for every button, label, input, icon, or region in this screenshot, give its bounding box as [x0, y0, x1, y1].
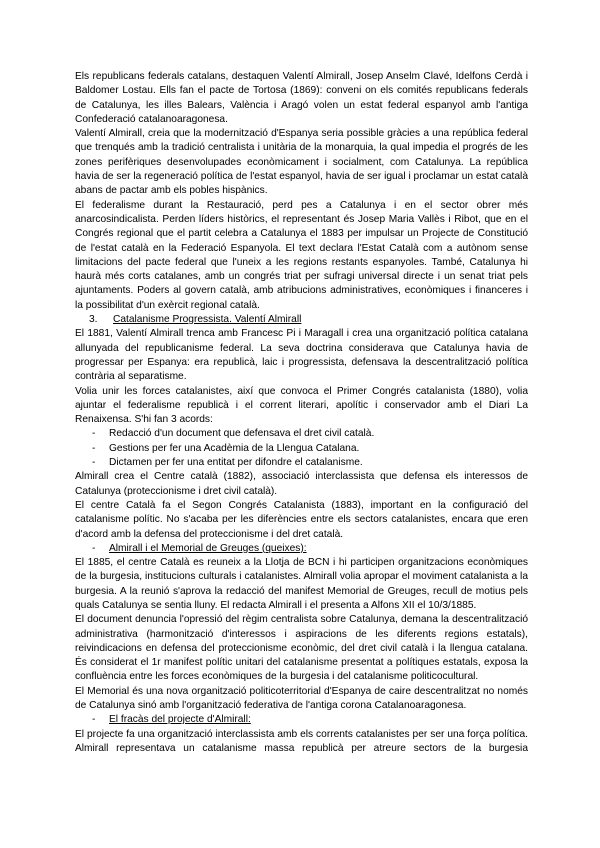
paragraph-federalisme-restauracio: El federalisme durant la Restauració, perd pes a Catalunya i en el sector obrer més anarcosindicalista. Perden líders històrics, el representant és Josep Maria Vallès i Ribot, que en el Congrés regional que el partit celebra a Catalunya el 1883 per impulsar un Projecte de Constitució de l'estat català en la Federació Espanyola. El text declara l'Estat Català com a autònom sense limitacions del pacte federal que l'uneix a les regions restants espanyoles. També, Catalunya hi haurà més corts catalanes, amb un congrés triat per sufragi universal directe i un senat triat pels ajuntaments. Poders al govern català, amb atribucions administratives, econòmiques i financeres i la possibilitat d'un exèrcit regional català. — [75, 199, 528, 311]
paragraph-document-denuncia: El document denuncia l'opressió del règim centralista sobre Catalunya, demana la descentralització administrativa (harmonització d'interessos i aspiracions de les diferents regions estatals), reivindicacions en defensa del proteccionisme econòmic, del dret civil català i la llengua catalana. És considerat el 1r manifest polític unitari del catalanisme presentat a polítiques estatals, exposa la confluència entre les forces econòmiques de la burgesia i del catalanisme politicocultural. — [75, 614, 528, 683]
subheading-title: El fracàs del projecte d'Almirall: — [109, 714, 251, 726]
list-item-text: Dictamen per fer una entitat per difondre el catalanisme. — [109, 457, 363, 469]
dash-bullet-icon: - — [92, 442, 96, 454]
dash-bullet-icon: - — [92, 457, 96, 469]
subheading-title: Almirall i el Memorial de Greuges (queixes): — [109, 542, 307, 554]
acords-list — [75, 427, 528, 470]
dash-bullet-icon: - — [92, 428, 96, 440]
paragraph-almirall-1881: El 1881, Valentí Almirall trenca amb Francesc Pi i Maragall i crea una organització política catalana allunyada del republicanisme federal. La seva doctrina considerava que Catalunya havia de progressar per Espanya: era republicà, laic i progressista, defensava la descentralització política contrària al separatisme. — [75, 328, 528, 383]
list-item-text: Gestions per fer una Acadèmia de la Llengua Catalana. — [109, 442, 360, 454]
list-item — [92, 427, 528, 441]
section-title: Catalanisme Progressista. Valentí Almirall — [113, 314, 302, 326]
list-item-text: Redacció d'un document que defensava el dret civil català. — [109, 428, 375, 440]
section-number: 3. — [89, 314, 98, 326]
dash-bullet-icon: - — [92, 714, 96, 726]
paragraph-republicans-federals: Els republicans federals catalans, destaquen Valentí Almirall, Josep Anselm Clavé, Idelfons Cerdà i Baldomer Lostau. Ells fan el pacte de Tortosa (1869): conveni on els comités republicans federals de Catalunya, les illes Balears, València i Aragó volen un estat federal espanyol amb l'antiga Confederació catalanoaragonesa. — [75, 71, 528, 125]
paragraph-memorial-organitzacio: El Memorial és una nova organització politicoterritorial d'Espanya de caire descentralitzat no només de Catalunya sinó amb l'organització federativa de l'antiga corona Catalanoaragonesa. — [75, 685, 528, 712]
paragraph-centre-catala: Almirall crea el Centre català (1882), associació interclassista que defensa els interessos de Catalunya (proteccionisme i dret civil català). — [75, 471, 528, 497]
dash-bullet-icon: - — [92, 542, 96, 554]
document-page — [75, 70, 528, 756]
paragraph-almirall-modernitzacio: Valentí Almirall, creia que la modernització d'Espanya seria possible gràcies a una república federal que trenqués amb la tradició centralista i unitària de la monarquia, la qual impedia el progrés de les zones perifèriques desenvolupades econòmicament i socialment, com Catalunya. La república havia de ser la regeneració política de l'estat espanyol, havia de ser igual i proclamar un estat català abans de pactar amb els pobles hispànics. — [75, 128, 528, 197]
list-item — [92, 442, 528, 456]
list-item — [92, 456, 528, 470]
subheading-fracas-projecte — [75, 713, 528, 727]
section-heading-3 — [75, 313, 528, 327]
paragraph-llotja-1885: El 1885, el centre Català es reuneix a la Llotja de BCN i hi participen organitzacions econòmiques de la burgesia, institucions culturals i catalanistes. Almirall volia apropar el moviment catalanista a la burgesia. A la reunió s'aprova la redacció del manifest Memorial de Greuges, recull de motius pels quals Catalunya se sentia lluny. El redacta Almirall i el presenta a Alfons XII el 10/3/1885. — [75, 557, 528, 611]
paragraph-projecte-interclassista: El projecte fa una organització interclassista amb els corrents catalanistes per ser una força política. Almirall representava un catalanisme massa republicà per atreure sectors de la burgesia — [75, 728, 528, 754]
paragraph-primer-congres: Volia unir les forces catalanistes, així que convoca el Primer Congrés catalanista (1880), volia ajuntar el federalisme republicà i el corrent literari, apolític i conservador amb el Diari La Renaixensa. S'hi fan 3 acords: — [75, 385, 528, 426]
subheading-memorial-greuges — [75, 542, 528, 556]
paragraph-segon-congres: El centre Català fa el Segon Congrés Catalanista (1883), important en la configuració del catalanisme polític. No s'acaba per les diferències entre els sectors catalanistes, encara que eren d'acord amb la defensa del proteccionisme i del dret català. — [75, 499, 528, 540]
